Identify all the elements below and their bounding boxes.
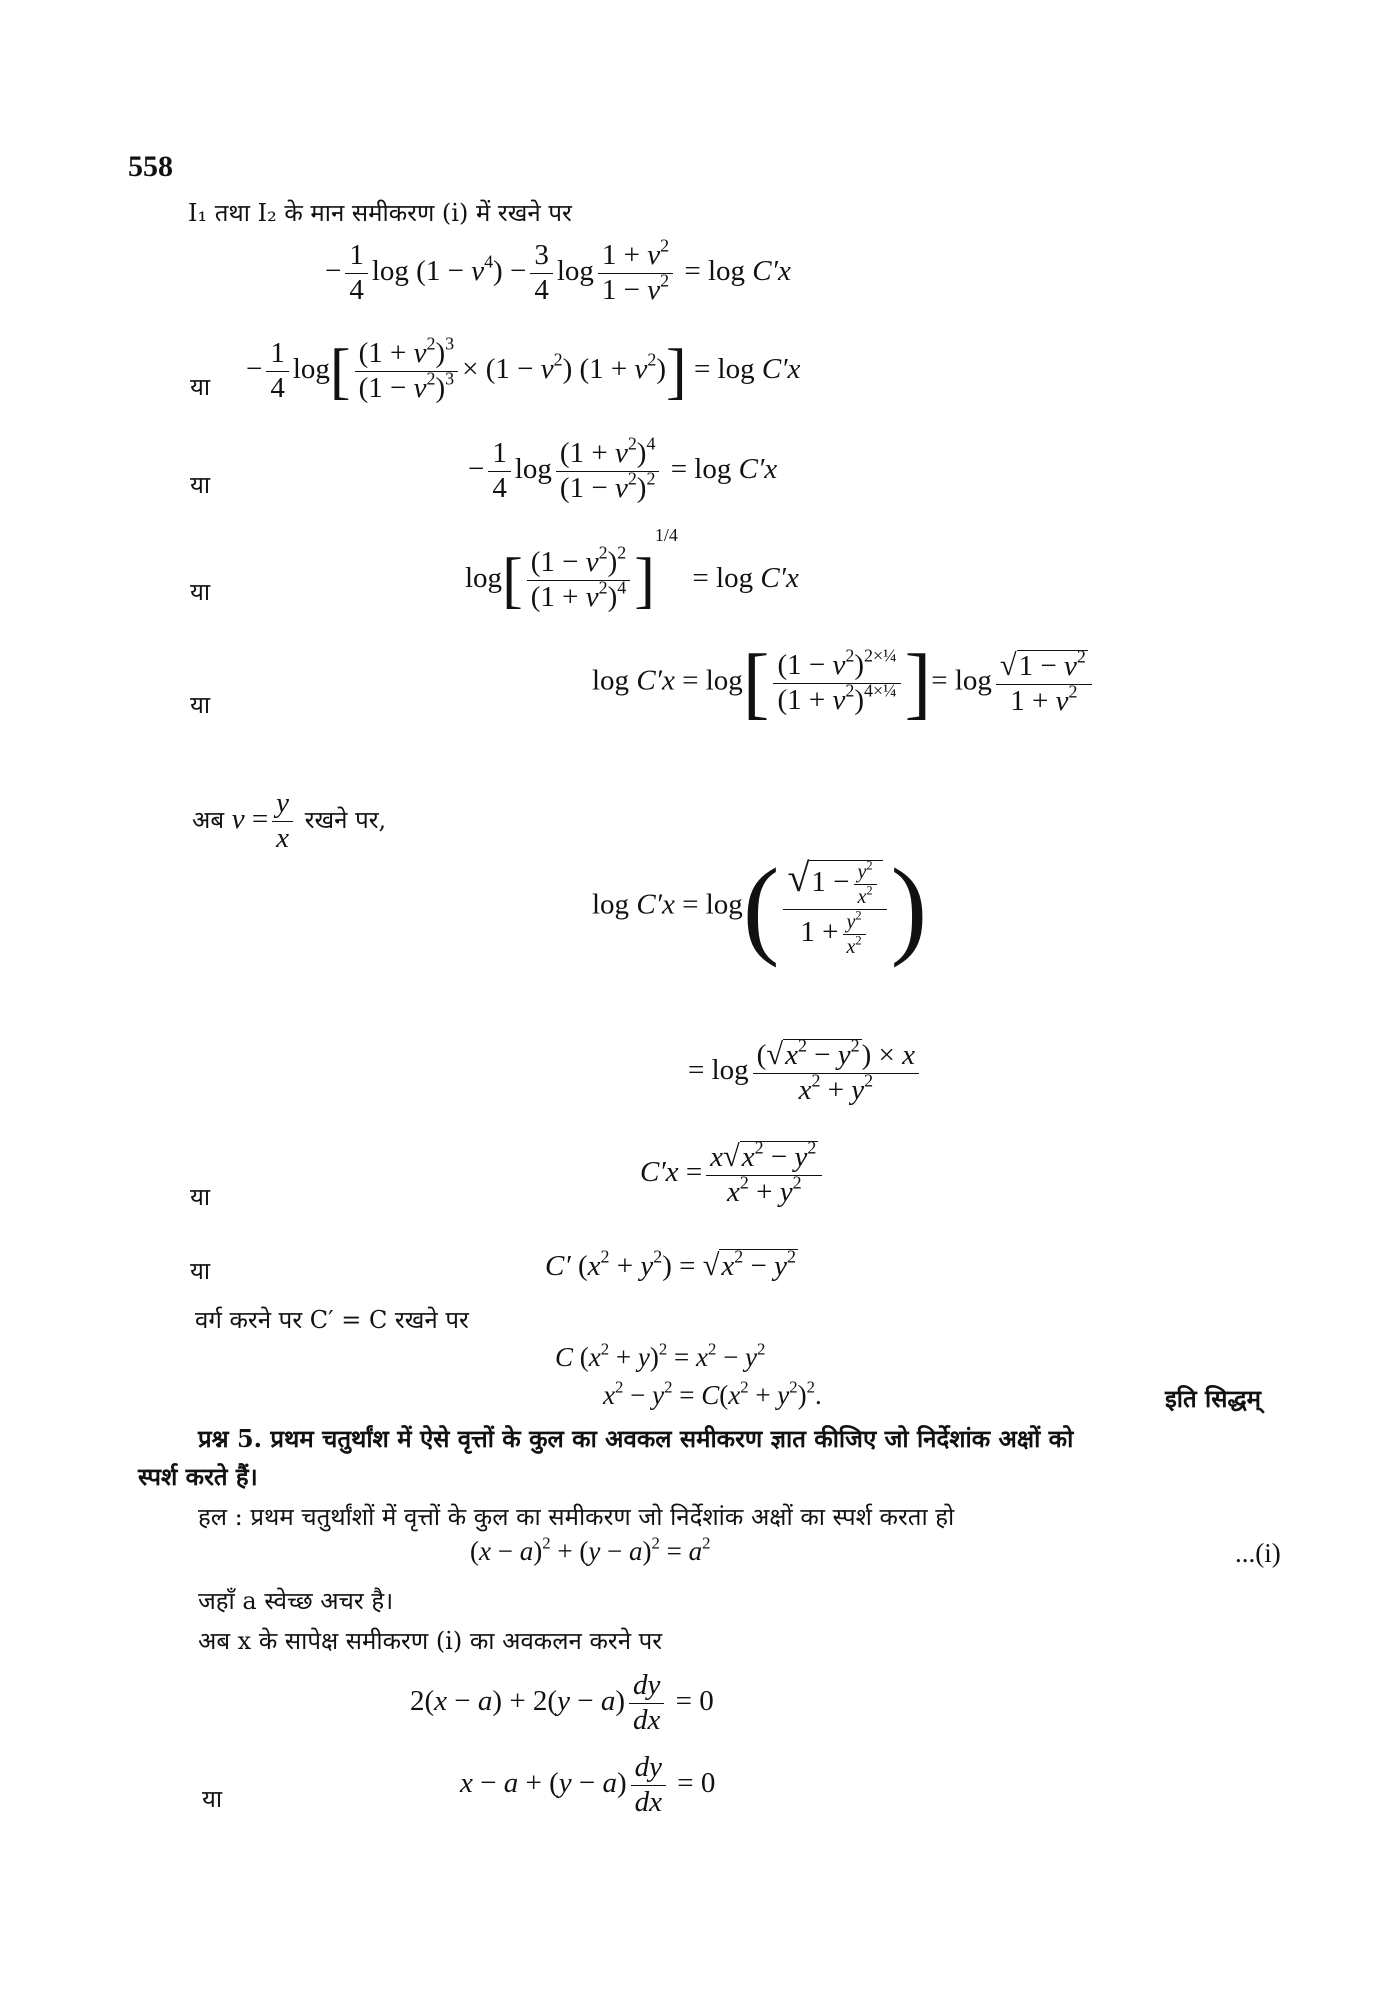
solution-text: हल : प्रथम चतुर्थांशों में वृत्तों के कुल का समीकरण जो निर्देशांक अक्षों का स्पर्श करता हो bbox=[198, 1503, 955, 1531]
equation-10: C $(x^2 + y)^2 = x^2 - y^2$ bbox=[555, 1339, 766, 1372]
page-number: 558 bbox=[128, 150, 173, 183]
equation-8: C′x = $\frac{x√x^2 - y^2}{x^2 + y^2}$ bbox=[640, 1140, 826, 1209]
square-text: वर्ग करने पर C′ = C रखने पर bbox=[195, 1306, 469, 1334]
equation-2: − $\frac{1}{4}$ log[ $\frac{(1 + v^2)^3}{(1 - v^2)^3}$ × $(1 - v^2)$ $(1 + v^2)] = \log C'x$ bbox=[246, 333, 801, 406]
substitute-text bbox=[192, 788, 386, 855]
substitute-equation: v = $\frac{y}{x}$ bbox=[232, 803, 297, 835]
or-label-3: या bbox=[190, 578, 211, 606]
equation-1: − $\frac{1}{4}$ $\log (1 - v^4)$ − $\frac{3}{4}$ log $\frac{1 + v^2}{1 - v^2}$ = log C′x bbox=[325, 235, 791, 306]
equation-14: x − a + (y − a) $\frac{dy}{dx}$ = 0 bbox=[460, 1751, 716, 1818]
hence-proved: इति सिद्धम् bbox=[1165, 1384, 1262, 1413]
equation-11: $x^2 - y^2 = C(x^2 + y^2)^2$. bbox=[603, 1377, 822, 1410]
equation-12: $(x - a)^2 + (y - a)^2 = a^2$ bbox=[470, 1533, 711, 1566]
substitute-prefix: अब bbox=[192, 806, 225, 835]
question-5-line-1: प्रश्न 5. प्रथम चतुर्थांश में ऐसे वृत्तों के कुल का अवकल समीकरण ज्ञात कीजिए जो निर्देशांक अक्षों को bbox=[198, 1424, 1074, 1453]
or-label-2: या bbox=[190, 471, 211, 499]
equation-6: log C′x = log( √1 − $\frac{y^2}{x^2}$ 1 + $\frac{y^2}{x^2}$ ) bbox=[592, 846, 928, 968]
equation-3: − $\frac{1}{4}$ log $\frac{(1 + v^2)^4}{(1 - v^2)^2}$ = log C′x bbox=[468, 433, 778, 504]
or-label-1: या bbox=[190, 373, 211, 401]
intro-text: I₁ तथा I₂ के मान समीकरण (i) में रखने पर bbox=[188, 199, 572, 227]
or-label-4: या bbox=[190, 691, 211, 719]
equation-13: 2(x − a) + 2(y − a) $\frac{dy}{dx}$ = 0 bbox=[410, 1669, 714, 1736]
substitute-suffix: रखने पर, bbox=[304, 806, 387, 835]
or-label-6: या bbox=[190, 1257, 211, 1285]
equation-4: log[ $\frac{(1 - v^2)^2}{(1 + v^2)^4}$ ]$^{1/4}$ = log C′x bbox=[465, 525, 799, 615]
or-label-7: या bbox=[202, 1785, 223, 1813]
equation-9: C′ $(x^2 + y^2) = √x^2 - y^2$ bbox=[545, 1246, 796, 1282]
question-5-line-2: स्पर्श करते हैं। bbox=[138, 1462, 258, 1491]
differentiate-text: अब x के सापेक्ष समीकरण (i) का अवकलन करने पर bbox=[198, 1627, 663, 1655]
equation-12-tag: ...(i) bbox=[1235, 1538, 1281, 1568]
equation-7: = log $\frac{(√x^2 - y^2) \times x}{x^2 + y^2}$ bbox=[688, 1038, 923, 1107]
arbitrary-constant-text: जहाँ a स्वेच्छ अचर है। bbox=[198, 1587, 394, 1615]
or-label-5: या bbox=[190, 1183, 211, 1211]
equation-5: log C′x = log[ $\frac{(1 - v^2)^{2\times\frac{1}{4}}}{(1 + v^2)^{4\times\frac{1}{4}}}$ ]= log $\frac{√1 - v^2}{1 + v^2}$ bbox=[592, 643, 1096, 723]
